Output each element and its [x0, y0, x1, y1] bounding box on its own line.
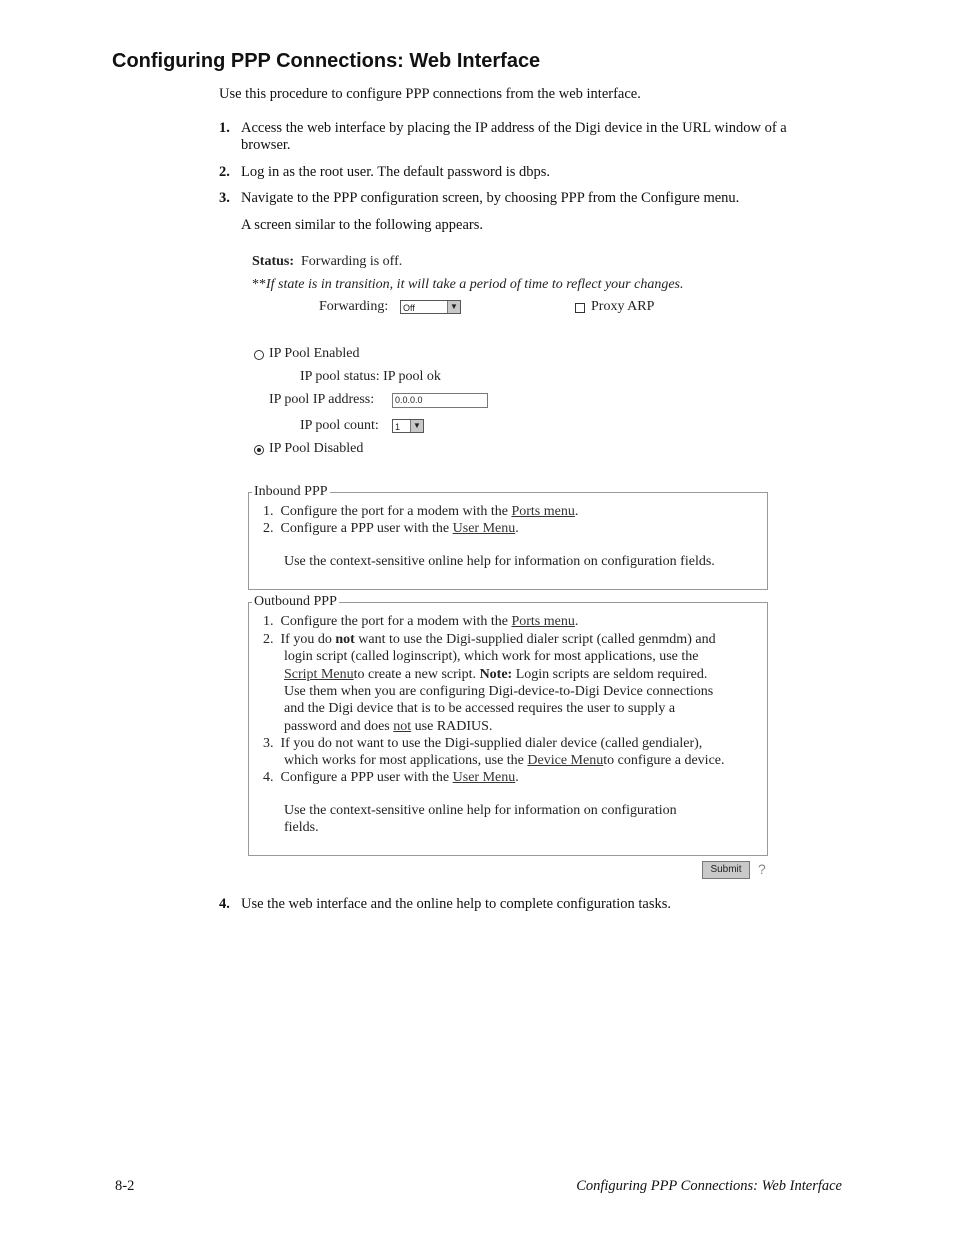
- chevron-down-icon: ▼: [447, 301, 460, 313]
- help-icon[interactable]: ?: [758, 861, 766, 877]
- step-number: 1.: [219, 120, 230, 136]
- step-3-note: A screen similar to the following appears.: [241, 217, 484, 233]
- ports-menu-link[interactable]: Ports menu: [511, 504, 575, 519]
- note-asterisks: **: [252, 277, 266, 292]
- step-text: Access the web interface by placing the IP address of the Digi device in the URL window of a browser.: [241, 120, 787, 153]
- ip-pool-disabled-radio[interactable]: [254, 445, 264, 455]
- ip-pool-status: IP pool status: IP pool ok: [300, 369, 441, 384]
- forwarding-value: Off: [403, 303, 415, 313]
- outbound-help-text: fields.: [284, 820, 319, 835]
- forwarding-label: Forwarding:: [319, 299, 389, 314]
- step-4: [219, 896, 839, 913]
- device-menu-link[interactable]: Device Menu: [527, 753, 604, 768]
- step-text: Log in as the root user. The default password is dbps.: [241, 164, 551, 180]
- user-menu-link[interactable]: User Menu: [452, 770, 516, 785]
- outbound-item-2-line: Use them when you are configuring Digi-device-to-Digi Device connections: [284, 684, 714, 699]
- ip-pool-count-select[interactable]: [392, 419, 424, 433]
- proxy-arp-label: Proxy ARP: [591, 299, 655, 314]
- outbound-item-2-line: login script (called loginscript), which work for most applications, use the: [284, 649, 699, 664]
- intro-text: Use this procedure to configure PPP connections from the web interface.: [219, 86, 641, 102]
- outbound-item-2-line: password and does not use RADIUS.: [284, 719, 493, 734]
- ports-menu-link[interactable]: Ports menu: [511, 614, 575, 629]
- outbound-help-text: Use the context-sensitive online help for information on configuration: [284, 803, 677, 818]
- inbound-item-2: 2. Configure a PPP user with the User Menu.: [263, 521, 519, 536]
- outbound-item-3-line: which works for most applications, use the Device Menuto configure a device.: [284, 753, 725, 768]
- status-row: [252, 254, 402, 270]
- outbound-item-2-line: Script Menuto create a new script. Note: Login scripts are seldom required.: [284, 667, 708, 682]
- inbound-item-1: 1. Configure the port for a modem with the Ports menu.: [263, 504, 579, 519]
- outbound-item-2: 2. If you do not want to use the Digi-supplied dialer script (called genmdm) and: [263, 632, 716, 647]
- page-title: Configuring PPP Connections: Web Interface: [112, 50, 541, 72]
- submit-button[interactable]: Submit: [702, 861, 750, 879]
- step-2: [219, 164, 839, 181]
- chevron-down-icon: ▼: [410, 420, 423, 432]
- ip-pool-count-value: 1: [395, 422, 401, 432]
- step-number: 4.: [219, 896, 230, 912]
- outbound-item-3: 3. If you do not want to use the Digi-supplied dialer device (called gendialer),: [263, 736, 703, 751]
- running-title: Configuring PPP Connections: Web Interface: [576, 1178, 842, 1194]
- page-number: 8-2: [115, 1178, 135, 1194]
- user-menu-link[interactable]: User Menu: [452, 521, 516, 536]
- ip-pool-enabled-label: IP Pool Enabled: [269, 346, 360, 361]
- inbound-ppp-legend: Inbound PPP: [254, 484, 328, 499]
- proxy-arp-checkbox[interactable]: [575, 303, 585, 313]
- ip-pool-enabled-radio[interactable]: [254, 350, 264, 360]
- step-number: 3.: [219, 190, 230, 206]
- script-menu-link[interactable]: Script Menu: [284, 667, 354, 682]
- inbound-help-text: Use the context-sensitive online help for information on configuration fields.: [284, 554, 715, 569]
- ip-pool-address-label: IP pool IP address:: [269, 392, 375, 407]
- ip-pool-address-input[interactable]: 0.0.0.0: [392, 393, 488, 408]
- status-value: Forwarding is off.: [301, 254, 403, 269]
- step-1: [219, 120, 839, 154]
- outbound-item-4: 4. Configure a PPP user with the User Menu.: [263, 770, 519, 785]
- outbound-item-1: 1. Configure the port for a modem with the Ports menu.: [263, 614, 579, 629]
- ip-pool-disabled-label: IP Pool Disabled: [269, 441, 364, 456]
- outbound-ppp-legend: Outbound PPP: [254, 594, 337, 609]
- forwarding-select[interactable]: [400, 300, 461, 314]
- note-text: If state is in transition, it will take a period of time to reflect your changes.: [266, 277, 684, 292]
- transition-note: [252, 277, 684, 293]
- step-number: 2.: [219, 164, 230, 180]
- status-label: Status:: [252, 254, 295, 269]
- step-text: Use the web interface and the online help to complete configuration tasks.: [241, 896, 672, 912]
- outbound-item-2-line: and the Digi device that is to be accessed requires the user to supply a: [284, 701, 676, 716]
- ip-pool-count-label: IP pool count:: [300, 418, 379, 433]
- step-text: Navigate to the PPP configuration screen, by choosing PPP from the Configure menu.: [241, 190, 740, 206]
- step-3: [219, 190, 839, 207]
